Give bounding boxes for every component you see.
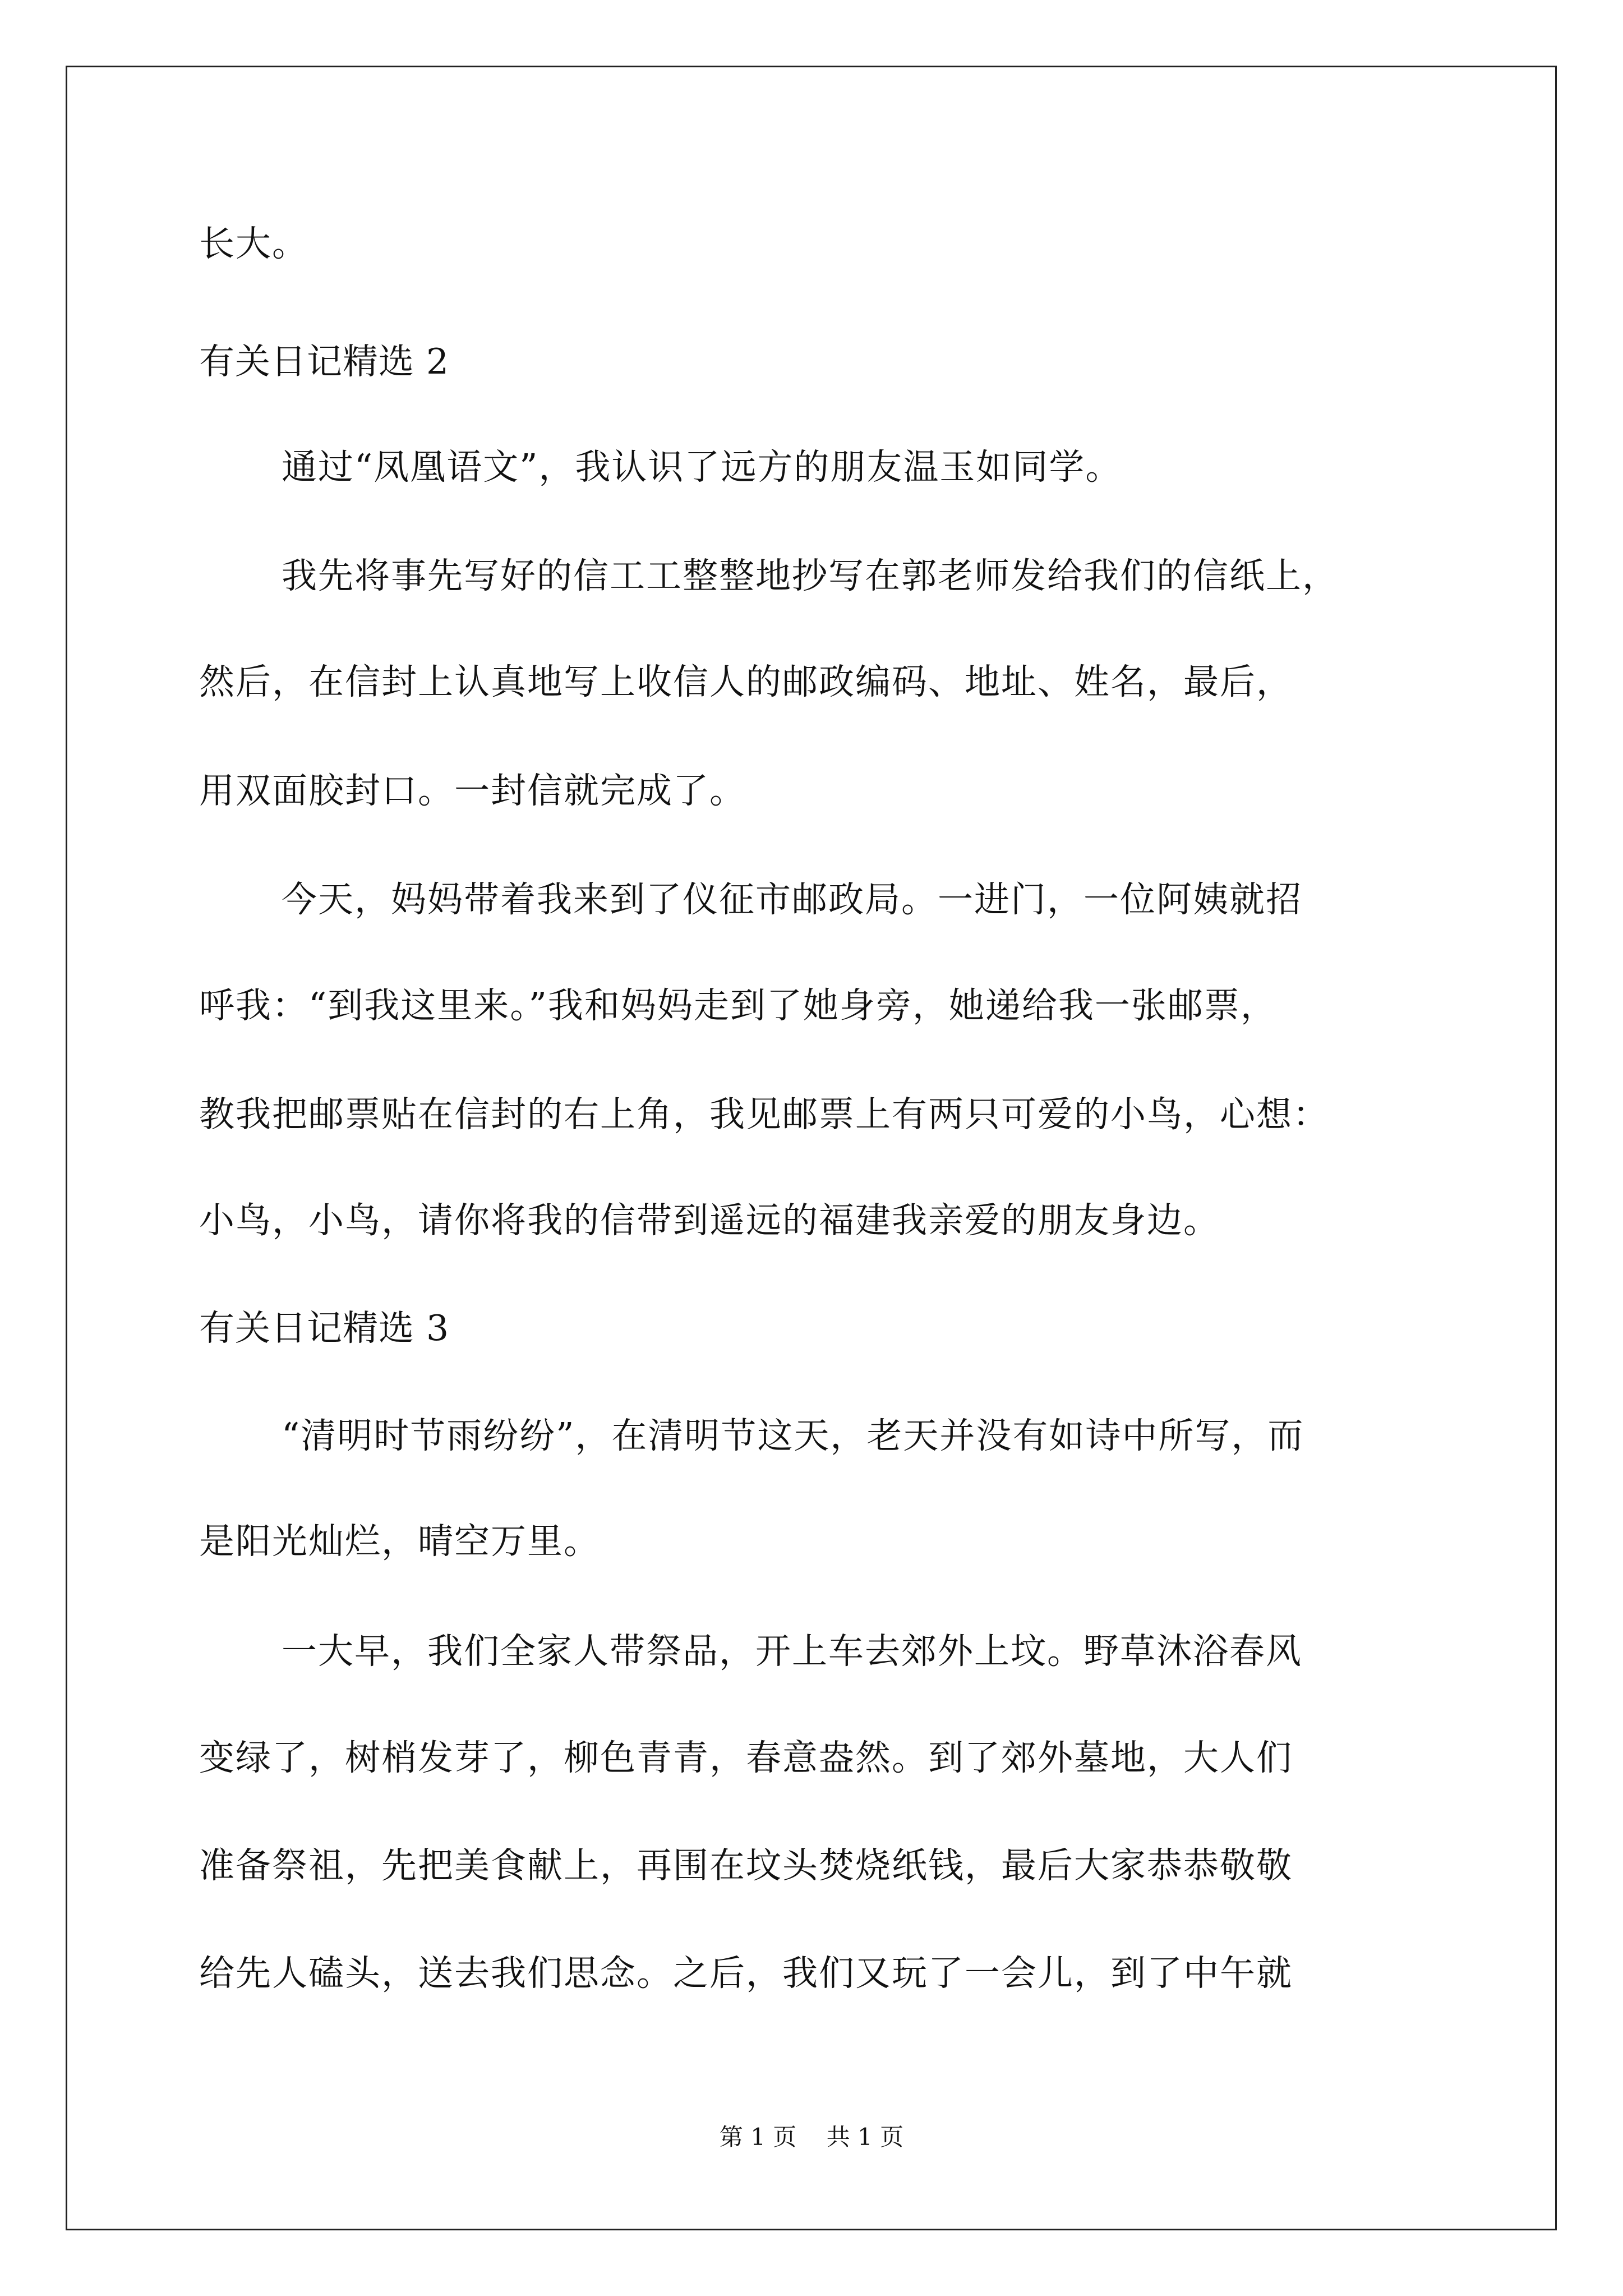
paragraph-line: 然后，在信封上认真地写上收信人的邮政编码、地址、姓名，最后， — [199, 661, 1293, 702]
page-border — [66, 66, 1557, 2230]
paragraph-line: 变绿了，树梢发芽了，柳色青青，春意盎然。到了郊外墓地，大人们 — [199, 1737, 1293, 1778]
paragraph-line: 准备祭祖，先把美食献上，再围在坟头焚烧纸钱，最后大家恭恭敬敬 — [199, 1845, 1293, 1886]
paragraph-line: 一大早，我们全家人带祭品，开上车去郊外上坟。野草沐浴春风 — [282, 1631, 1302, 1672]
paragraph-line: 今天，妈妈带着我来到了仪征市邮政局。一进门，一位阿姨就招 — [282, 879, 1302, 920]
section-heading: 有关日记精选 3 — [199, 1308, 450, 1349]
paragraph-line: 呼我：“到我这里来。”我和妈妈走到了她身旁，她递给我一张邮票， — [199, 985, 1277, 1026]
paragraph-line: “清明时节雨纷纷”，在清明节这天，老天并没有如诗中所写，而 — [282, 1415, 1304, 1456]
paragraph-line: 给先人磕头，送去我们思念。之后，我们又玩了一会儿，到了中午就 — [199, 1953, 1293, 1994]
page-footer: 第 1 页 共 1 页 — [719, 2123, 904, 2151]
paragraph-line: 小鸟，小鸟，请你将我的信带到遥远的福建我亲爱的朋友身边。 — [199, 1200, 1220, 1241]
paragraph-line: 教我把邮票贴在信封的右上角，我见邮票上有两只可爱的小鸟，心想： — [199, 1094, 1329, 1135]
paragraph-line: 我先将事先写好的信工工整整地抄写在郭老师发给我们的信纸上， — [282, 555, 1339, 596]
paragraph-line: 长大。 — [199, 223, 308, 264]
paragraph-line: 用双面胶封口。一封信就完成了。 — [199, 770, 746, 811]
section-heading: 有关日记精选 2 — [199, 341, 450, 382]
paragraph-line: 通过“凤凰语文”，我认识了远方的朋友温玉如同学。 — [282, 447, 1122, 487]
paragraph-line: 是阳光灿烂，晴空万里。 — [199, 1521, 600, 1562]
